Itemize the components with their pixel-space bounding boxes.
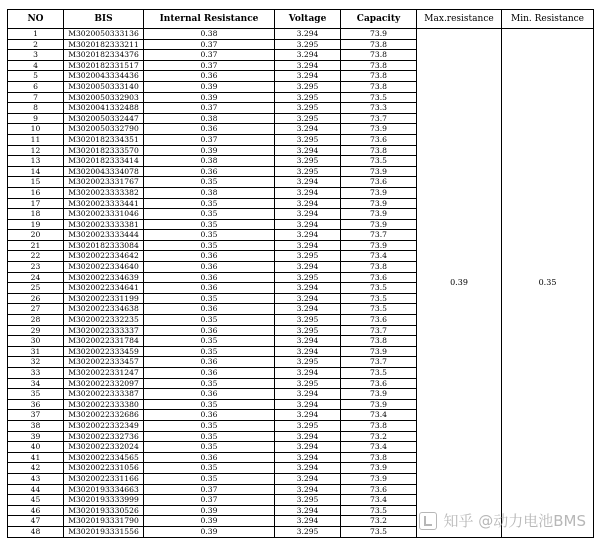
cell-no: 15 <box>8 177 64 188</box>
cell-voltage: 3.295 <box>275 92 341 103</box>
cell-voltage: 3.295 <box>275 420 341 431</box>
cell-voltage: 3.294 <box>275 177 341 188</box>
cell-internal-resistance: 0.39 <box>144 92 275 103</box>
cell-capacity: 73.3 <box>341 103 417 114</box>
cell-voltage: 3.294 <box>275 484 341 495</box>
cell-capacity: 73.5 <box>341 304 417 315</box>
cell-bis: M3020023333382 <box>64 187 144 198</box>
cell-internal-resistance: 0.35 <box>144 463 275 474</box>
cell-capacity: 73.7 <box>341 325 417 336</box>
cell-no: 2 <box>8 39 64 50</box>
cell-bis: M3020050332903 <box>64 92 144 103</box>
cell-capacity: 73.4 <box>341 495 417 506</box>
cell-no: 22 <box>8 251 64 262</box>
cell-voltage: 3.295 <box>275 526 341 537</box>
cell-bis: M3020182333211 <box>64 39 144 50</box>
cell-voltage: 3.294 <box>275 516 341 527</box>
cell-capacity: 73.8 <box>341 50 417 61</box>
cell-no: 27 <box>8 304 64 315</box>
cell-voltage: 3.295 <box>275 156 341 167</box>
cell-voltage: 3.294 <box>275 336 341 347</box>
cell-no: 30 <box>8 336 64 347</box>
cell-bis: M3020022331247 <box>64 368 144 379</box>
cell-bis: M3020193331556 <box>64 526 144 537</box>
cell-capacity: 73.6 <box>341 272 417 283</box>
cell-internal-resistance: 0.39 <box>144 505 275 516</box>
cell-capacity: 73.9 <box>341 219 417 230</box>
cell-capacity: 73.8 <box>341 336 417 347</box>
cell-internal-resistance: 0.36 <box>144 166 275 177</box>
cell-bis: M3020050332790 <box>64 124 144 135</box>
cell-no: 20 <box>8 230 64 241</box>
cell-capacity: 73.7 <box>341 113 417 124</box>
cell-bis: M3020022334640 <box>64 262 144 273</box>
cell-capacity: 73.2 <box>341 431 417 442</box>
cell-bis: M3020193333999 <box>64 495 144 506</box>
cell-internal-resistance: 0.37 <box>144 484 275 495</box>
cell-capacity: 73.6 <box>341 378 417 389</box>
cell-bis: M3020023333441 <box>64 198 144 209</box>
cell-bis: M3020050333136 <box>64 29 144 40</box>
cell-capacity: 73.9 <box>341 166 417 177</box>
cell-no: 10 <box>8 124 64 135</box>
cell-no: 29 <box>8 325 64 336</box>
cell-internal-resistance: 0.36 <box>144 262 275 273</box>
cell-no: 9 <box>8 113 64 124</box>
cell-bis: M3020022331056 <box>64 463 144 474</box>
cell-no: 5 <box>8 71 64 82</box>
cell-bis: M3020023333381 <box>64 219 144 230</box>
cell-no: 35 <box>8 389 64 400</box>
cell-bis: M3020022334642 <box>64 251 144 262</box>
cell-capacity: 73.5 <box>341 283 417 294</box>
cell-internal-resistance: 0.38 <box>144 113 275 124</box>
header-row <box>8 10 594 29</box>
cell-bis: M3020193330526 <box>64 505 144 516</box>
cell-bis: M3020022331166 <box>64 473 144 484</box>
cell-internal-resistance: 0.39 <box>144 516 275 527</box>
cell-voltage: 3.295 <box>275 39 341 50</box>
cell-bis: M3020023331767 <box>64 177 144 188</box>
cell-internal-resistance: 0.35 <box>144 219 275 230</box>
cell-voltage: 3.295 <box>275 81 341 92</box>
cell-internal-resistance: 0.36 <box>144 283 275 294</box>
cell-voltage: 3.294 <box>275 442 341 453</box>
cell-bis: M3020182333570 <box>64 145 144 156</box>
cell-no: 38 <box>8 420 64 431</box>
cell-bis: M3020050333140 <box>64 81 144 92</box>
cell-no: 42 <box>8 463 64 474</box>
cell-no: 44 <box>8 484 64 495</box>
cell-bis: M3020022334639 <box>64 272 144 283</box>
header-internal-resistance: Internal Resistance <box>144 10 275 29</box>
cell-no: 11 <box>8 134 64 145</box>
cell-no: 17 <box>8 198 64 209</box>
cell-voltage: 3.294 <box>275 304 341 315</box>
cell-no: 45 <box>8 495 64 506</box>
cell-voltage: 3.294 <box>275 473 341 484</box>
cell-capacity: 73.8 <box>341 262 417 273</box>
cell-bis: M3020043334436 <box>64 71 144 82</box>
cell-internal-resistance: 0.39 <box>144 145 275 156</box>
cell-bis: M3020022332097 <box>64 378 144 389</box>
cell-capacity: 73.7 <box>341 230 417 241</box>
cell-internal-resistance: 0.35 <box>144 230 275 241</box>
cell-capacity: 73.9 <box>341 346 417 357</box>
cell-no: 24 <box>8 272 64 283</box>
cell-no: 13 <box>8 156 64 167</box>
cell-internal-resistance: 0.37 <box>144 60 275 71</box>
cell-capacity: 73.5 <box>341 526 417 537</box>
cell-bis: M3020022333387 <box>64 389 144 400</box>
cell-capacity: 73.5 <box>341 92 417 103</box>
header-capacity: Capacity <box>341 10 417 29</box>
cell-capacity: 73.8 <box>341 39 417 50</box>
cell-capacity: 73.8 <box>341 452 417 463</box>
cell-capacity: 73.5 <box>341 156 417 167</box>
cell-no: 1 <box>8 29 64 40</box>
cell-internal-resistance: 0.38 <box>144 187 275 198</box>
cell-bis: M3020022332235 <box>64 315 144 326</box>
cell-capacity: 73.9 <box>341 463 417 474</box>
cell-bis: M3020182331517 <box>64 60 144 71</box>
cell-internal-resistance: 0.35 <box>144 336 275 347</box>
cell-bis: M3020022333380 <box>64 399 144 410</box>
cell-capacity: 73.9 <box>341 124 417 135</box>
cell-internal-resistance: 0.36 <box>144 272 275 283</box>
cell-bis: M3020182333414 <box>64 156 144 167</box>
cell-voltage: 3.295 <box>275 166 341 177</box>
cell-capacity: 73.4 <box>341 251 417 262</box>
cell-no: 39 <box>8 431 64 442</box>
cell-voltage: 3.294 <box>275 463 341 474</box>
cell-internal-resistance: 0.36 <box>144 368 275 379</box>
cell-capacity: 73.9 <box>341 29 417 40</box>
cell-no: 14 <box>8 166 64 177</box>
cell-internal-resistance: 0.35 <box>144 399 275 410</box>
cell-voltage: 3.295 <box>275 325 341 336</box>
cell-voltage: 3.294 <box>275 293 341 304</box>
cell-voltage: 3.294 <box>275 71 341 82</box>
cell-internal-resistance: 0.35 <box>144 198 275 209</box>
cell-no: 16 <box>8 187 64 198</box>
cell-internal-resistance: 0.37 <box>144 50 275 61</box>
cell-internal-resistance: 0.36 <box>144 124 275 135</box>
cell-voltage: 3.294 <box>275 145 341 156</box>
cell-no: 41 <box>8 452 64 463</box>
cell-internal-resistance: 0.36 <box>144 410 275 421</box>
cell-internal-resistance: 0.35 <box>144 177 275 188</box>
cell-voltage: 3.294 <box>275 410 341 421</box>
cell-no: 3 <box>8 50 64 61</box>
cell-internal-resistance: 0.37 <box>144 103 275 114</box>
cell-bis: M3020022331199 <box>64 293 144 304</box>
cell-bis: M3020022333337 <box>64 325 144 336</box>
cell-bis: M3020022333457 <box>64 357 144 368</box>
cell-voltage: 3.294 <box>275 240 341 251</box>
cell-internal-resistance: 0.36 <box>144 452 275 463</box>
cell-no: 43 <box>8 473 64 484</box>
cell-voltage: 3.294 <box>275 198 341 209</box>
cell-capacity: 73.5 <box>341 368 417 379</box>
cell-no: 7 <box>8 92 64 103</box>
cell-internal-resistance: 0.36 <box>144 304 275 315</box>
cell-voltage: 3.294 <box>275 431 341 442</box>
header-min-resistance: Min. Resistance <box>502 10 594 29</box>
cell-internal-resistance: 0.35 <box>144 378 275 389</box>
cell-voltage: 3.295 <box>275 272 341 283</box>
cell-capacity: 73.6 <box>341 484 417 495</box>
cell-no: 48 <box>8 526 64 537</box>
cell-bis: M3020041332488 <box>64 103 144 114</box>
cell-no: 23 <box>8 262 64 273</box>
cell-internal-resistance: 0.37 <box>144 495 275 506</box>
watermark <box>419 510 586 531</box>
cell-internal-resistance: 0.36 <box>144 71 275 82</box>
cell-bis: M3020043334078 <box>64 166 144 177</box>
cell-capacity: 73.9 <box>341 209 417 220</box>
cell-capacity: 73.4 <box>341 442 417 453</box>
cell-bis: M3020182333084 <box>64 240 144 251</box>
cell-voltage: 3.294 <box>275 389 341 400</box>
cell-bis: M3020022332349 <box>64 420 144 431</box>
cell-voltage: 3.295 <box>275 113 341 124</box>
cell-capacity: 73.7 <box>341 357 417 368</box>
cell-bis: M3020193334663 <box>64 484 144 495</box>
cell-voltage: 3.295 <box>275 495 341 506</box>
cell-no: 32 <box>8 357 64 368</box>
cell-voltage: 3.294 <box>275 187 341 198</box>
cell-voltage: 3.294 <box>275 124 341 135</box>
max-resistance-value: 0.39 <box>417 29 502 538</box>
cell-bis: M3020022332736 <box>64 431 144 442</box>
cell-internal-resistance: 0.39 <box>144 526 275 537</box>
header-bis: BIS <box>64 10 144 29</box>
cell-no: 21 <box>8 240 64 251</box>
cell-no: 46 <box>8 505 64 516</box>
cell-bis: M3020193331790 <box>64 516 144 527</box>
min-resistance-value: 0.35 <box>502 29 594 538</box>
cell-internal-resistance: 0.36 <box>144 251 275 262</box>
cell-capacity: 73.9 <box>341 198 417 209</box>
cell-internal-resistance: 0.39 <box>144 81 275 92</box>
table-body <box>8 29 594 538</box>
cell-voltage: 3.294 <box>275 219 341 230</box>
cell-internal-resistance: 0.35 <box>144 315 275 326</box>
zhihu-logo-icon <box>419 512 437 530</box>
cell-capacity: 73.6 <box>341 134 417 145</box>
cell-bis: M3020023333444 <box>64 230 144 241</box>
cell-no: 12 <box>8 145 64 156</box>
cell-internal-resistance: 0.36 <box>144 357 275 368</box>
cell-voltage: 3.295 <box>275 378 341 389</box>
watermark-text: 知乎 @动力电池BMS <box>443 512 586 530</box>
cell-no: 28 <box>8 315 64 326</box>
cell-capacity: 73.8 <box>341 81 417 92</box>
cell-bis: M3020182334351 <box>64 134 144 145</box>
cell-bis: M3020022334565 <box>64 452 144 463</box>
cell-voltage: 3.294 <box>275 209 341 220</box>
cell-voltage: 3.294 <box>275 283 341 294</box>
cell-voltage: 3.294 <box>275 230 341 241</box>
cell-internal-resistance: 0.35 <box>144 209 275 220</box>
cell-capacity: 73.9 <box>341 240 417 251</box>
cell-capacity: 73.5 <box>341 293 417 304</box>
cell-internal-resistance: 0.38 <box>144 29 275 40</box>
cell-voltage: 3.294 <box>275 452 341 463</box>
header-voltage: Voltage <box>275 10 341 29</box>
cell-voltage: 3.295 <box>275 357 341 368</box>
cell-internal-resistance: 0.37 <box>144 134 275 145</box>
cell-capacity: 73.2 <box>341 516 417 527</box>
cell-capacity: 73.8 <box>341 60 417 71</box>
cell-voltage: 3.294 <box>275 505 341 516</box>
cell-internal-resistance: 0.35 <box>144 346 275 357</box>
cell-no: 33 <box>8 368 64 379</box>
cell-voltage: 3.294 <box>275 50 341 61</box>
cell-capacity: 73.9 <box>341 187 417 198</box>
cell-no: 18 <box>8 209 64 220</box>
cell-internal-resistance: 0.35 <box>144 442 275 453</box>
cell-no: 26 <box>8 293 64 304</box>
cell-internal-resistance: 0.35 <box>144 240 275 251</box>
cell-voltage: 3.294 <box>275 29 341 40</box>
header-no: NO <box>8 10 64 29</box>
cell-capacity: 73.4 <box>341 410 417 421</box>
cell-bis: M3020022331784 <box>64 336 144 347</box>
cell-bis: M3020182334376 <box>64 50 144 61</box>
cell-capacity: 73.9 <box>341 473 417 484</box>
cell-bis: M3020022334638 <box>64 304 144 315</box>
cell-internal-resistance: 0.36 <box>144 325 275 336</box>
cell-capacity: 73.8 <box>341 420 417 431</box>
cell-internal-resistance: 0.35 <box>144 431 275 442</box>
cell-voltage: 3.294 <box>275 399 341 410</box>
cell-no: 4 <box>8 60 64 71</box>
cell-bis: M3020022333459 <box>64 346 144 357</box>
cell-capacity: 73.8 <box>341 71 417 82</box>
cell-no: 6 <box>8 81 64 92</box>
cell-internal-resistance: 0.38 <box>144 156 275 167</box>
cell-bis: M3020022332024 <box>64 442 144 453</box>
cell-capacity: 73.8 <box>341 145 417 156</box>
cell-capacity: 73.9 <box>341 399 417 410</box>
cell-voltage: 3.294 <box>275 368 341 379</box>
cell-voltage: 3.295 <box>275 251 341 262</box>
cell-no: 25 <box>8 283 64 294</box>
cell-voltage: 3.295 <box>275 103 341 114</box>
cell-internal-resistance: 0.36 <box>144 389 275 400</box>
cell-capacity: 73.5 <box>341 505 417 516</box>
cell-bis: M3020050332447 <box>64 113 144 124</box>
cell-voltage: 3.295 <box>275 134 341 145</box>
cell-voltage: 3.294 <box>275 346 341 357</box>
cell-no: 37 <box>8 410 64 421</box>
cell-voltage: 3.294 <box>275 262 341 273</box>
cell-no: 47 <box>8 516 64 527</box>
cell-capacity: 73.6 <box>341 315 417 326</box>
cell-bis: M3020022334641 <box>64 283 144 294</box>
cell-internal-resistance: 0.37 <box>144 39 275 50</box>
cell-internal-resistance: 0.35 <box>144 420 275 431</box>
cell-no: 34 <box>8 378 64 389</box>
battery-cell-table <box>7 9 594 538</box>
table-row <box>8 29 594 40</box>
cell-no: 8 <box>8 103 64 114</box>
cell-internal-resistance: 0.35 <box>144 293 275 304</box>
cell-bis: M3020022332686 <box>64 410 144 421</box>
cell-bis: M3020023331046 <box>64 209 144 220</box>
cell-internal-resistance: 0.35 <box>144 473 275 484</box>
cell-voltage: 3.295 <box>275 315 341 326</box>
header-max-resistance: Max.resistance <box>417 10 502 29</box>
cell-no: 31 <box>8 346 64 357</box>
cell-no: 40 <box>8 442 64 453</box>
cell-capacity: 73.9 <box>341 389 417 400</box>
cell-voltage: 3.294 <box>275 60 341 71</box>
cell-capacity: 73.6 <box>341 177 417 188</box>
cell-no: 19 <box>8 219 64 230</box>
cell-no: 36 <box>8 399 64 410</box>
